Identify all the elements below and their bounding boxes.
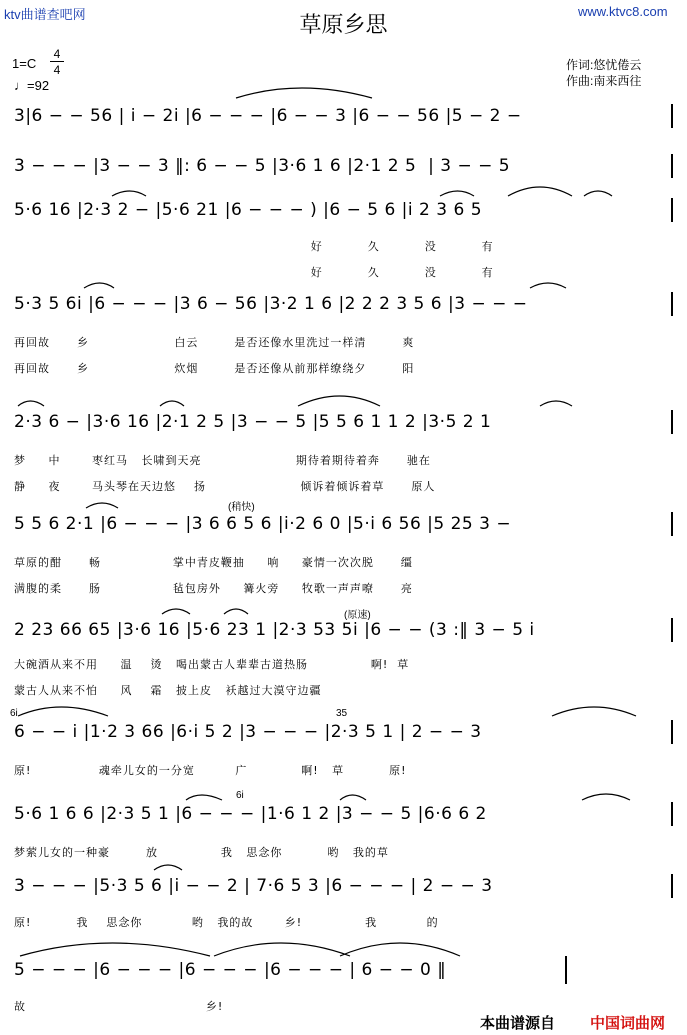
lyric-line: 原! 魂牵儿女的一分宽 广 啊! 草 原! bbox=[14, 764, 407, 777]
time-signature-bottom: 4 bbox=[53, 63, 61, 77]
time-signature-top: 4 bbox=[53, 47, 61, 61]
slur-arc bbox=[186, 795, 222, 800]
barline bbox=[671, 198, 673, 222]
tempo-marking: ♩=92 bbox=[14, 78, 50, 93]
slur-arc bbox=[530, 283, 566, 288]
slur-arc bbox=[540, 401, 572, 406]
notation-row-9: 5·6 1 6 6 |2·3 5 1 |6 − − − |1·6 1 2 |3 − − 5 |6·6 6 2 bbox=[14, 804, 487, 824]
tempo-annotation-faster: (稍快) bbox=[228, 502, 255, 513]
slur-arc bbox=[224, 609, 248, 614]
notation-row-4: 5·3 5 6i |6 − − − |3 6 − 56 |3·2 1 6 |2 2 2 3 5 6 |3 − − − bbox=[14, 294, 528, 314]
slur-arc bbox=[112, 191, 146, 196]
notation-row-2: 3 − − − |3 − − 3 ‖: 6 − − 5 |3·6 1 6 |2·1 2 5 | 3 − − 5 bbox=[14, 156, 511, 176]
notation-row-3: 5·6 16 |2·3 2 − |5·6 21 |6 − − − ) |6 − 5 6 |i 2 3 6 5 bbox=[14, 200, 483, 220]
slur-arc bbox=[340, 795, 366, 800]
slur-arc bbox=[160, 401, 184, 406]
slur-arc bbox=[236, 88, 372, 98]
barline bbox=[671, 618, 673, 642]
barline bbox=[671, 104, 673, 128]
lyric-line: 满腹的柔 肠 毡包房外 篝火旁 牧歌一声声嘹 亮 bbox=[14, 582, 413, 595]
key-signature: 1=C bbox=[12, 56, 37, 71]
song-title: 草原乡思 bbox=[299, 13, 388, 38]
slur-arc bbox=[214, 943, 350, 956]
lyric-line: 好 久 没 有 bbox=[14, 266, 494, 279]
slur-arc bbox=[340, 943, 460, 956]
slur-arc bbox=[582, 794, 630, 800]
notation-row-5: 2·3 6 − |3·6 16 |2·1 2 5 |3 − − 5 |5 5 6 1 1 2 |3·5 2 1 bbox=[14, 412, 492, 432]
barline bbox=[671, 410, 673, 434]
slur-arc bbox=[84, 283, 114, 288]
notation-row-10: 3 − − − |5·3 5 6 |i − − 2 | 7·6 5 3 |6 − − − | 2 − − 3 bbox=[14, 876, 493, 896]
barline bbox=[671, 512, 673, 536]
lyric-line: 梦萦儿女的一种豪 放 我 思念你 哟 我的草 bbox=[14, 846, 389, 859]
slur-arc bbox=[18, 707, 108, 716]
notation-row-8: 6 − − i |1·2 3 66 |6·i 5 2 |3 − − − |2·3 5 1 | 2 − − 3 bbox=[14, 722, 482, 742]
lyric-line: 再回故 乡 炊烟 是否还像从前那样缭绕夕 阳 bbox=[14, 362, 415, 375]
grace-note: 6i bbox=[236, 790, 244, 801]
grace-note: 6i bbox=[10, 708, 18, 719]
lyric-line: 再回故 乡 白云 是否还像水里洗过一样清 爽 bbox=[14, 336, 415, 349]
notation-row-7: 2 23 66 65 |3·6 16 |5·6 23 1 |2·3 53 5i |6 − − (3 :‖ 3 − 5 i bbox=[14, 620, 535, 640]
notation-row-6: 5 5 6 2·1 |6 − − − |3 6 6 5 6 |i·2 6 0 |5·i 6 56 |5 25 3 − bbox=[14, 514, 512, 534]
lyric-line: 故 乡! bbox=[14, 1000, 224, 1013]
slur-arc bbox=[162, 609, 190, 614]
time-signature-divider bbox=[50, 61, 64, 62]
grace-note: 35 bbox=[336, 708, 348, 719]
slur-arc bbox=[154, 865, 182, 870]
slur-arc bbox=[86, 503, 118, 508]
lyric-line: 原! 我 思念你 哟 我的故 乡! 我 的 bbox=[14, 916, 439, 929]
lyric-line: 梦 中 枣红马 长啸到天亮 期待着期待着奔 驰在 bbox=[14, 454, 431, 467]
source-label: 本曲谱源自 bbox=[480, 1015, 556, 1032]
barline bbox=[671, 802, 673, 826]
slur-arc bbox=[298, 396, 380, 406]
lyric-line: 蒙古人从来不怕 风 霜 披上皮 袄越过大漠守边疆 bbox=[14, 684, 322, 697]
notation-row-1: 3|6 − − 56 | i − 2i |6 − − − |6 − − 3 |6 − − 56 |5 − 2 − bbox=[14, 106, 522, 126]
barline bbox=[671, 720, 673, 744]
tempo-annotation-original: (原速) bbox=[344, 610, 371, 621]
slur-arc bbox=[440, 191, 474, 196]
lyricist-credit: 作词:悠忧倦云 bbox=[566, 58, 642, 72]
site-url-right[interactable]: www.ktvc8.com bbox=[578, 4, 668, 19]
slur-arc bbox=[20, 943, 210, 956]
lyric-line: 静 夜 马头琴在天边悠 扬 倾诉着倾诉着草 原人 bbox=[14, 480, 436, 493]
barline bbox=[671, 292, 673, 316]
composer-credit: 作曲:南来西往 bbox=[566, 74, 642, 88]
lyric-line: 草原的酣 畅 掌中青皮鞭抽 响 豪情一次次脱 缰 bbox=[14, 556, 413, 569]
site-name-left[interactable]: ktv曲谱查吧网 bbox=[4, 7, 86, 22]
lyric-line: 好 久 没 有 bbox=[14, 240, 494, 253]
slur-arc bbox=[18, 401, 44, 406]
barline bbox=[671, 874, 673, 898]
notation-row-11: 5 − − − |6 − − − |6 − − − |6 − − − | 6 − − 0 ‖ bbox=[14, 960, 447, 980]
lyric-line: 大碗酒从来不用 温 烫 喝出蒙古人辈辈古道热肠 啊! 草 bbox=[14, 658, 410, 671]
source-site-link[interactable]: 中国词曲网 bbox=[590, 1015, 666, 1032]
slur-arc bbox=[584, 191, 612, 196]
slur-arc bbox=[552, 707, 636, 716]
barline bbox=[671, 154, 673, 178]
slur-arc bbox=[508, 187, 572, 196]
